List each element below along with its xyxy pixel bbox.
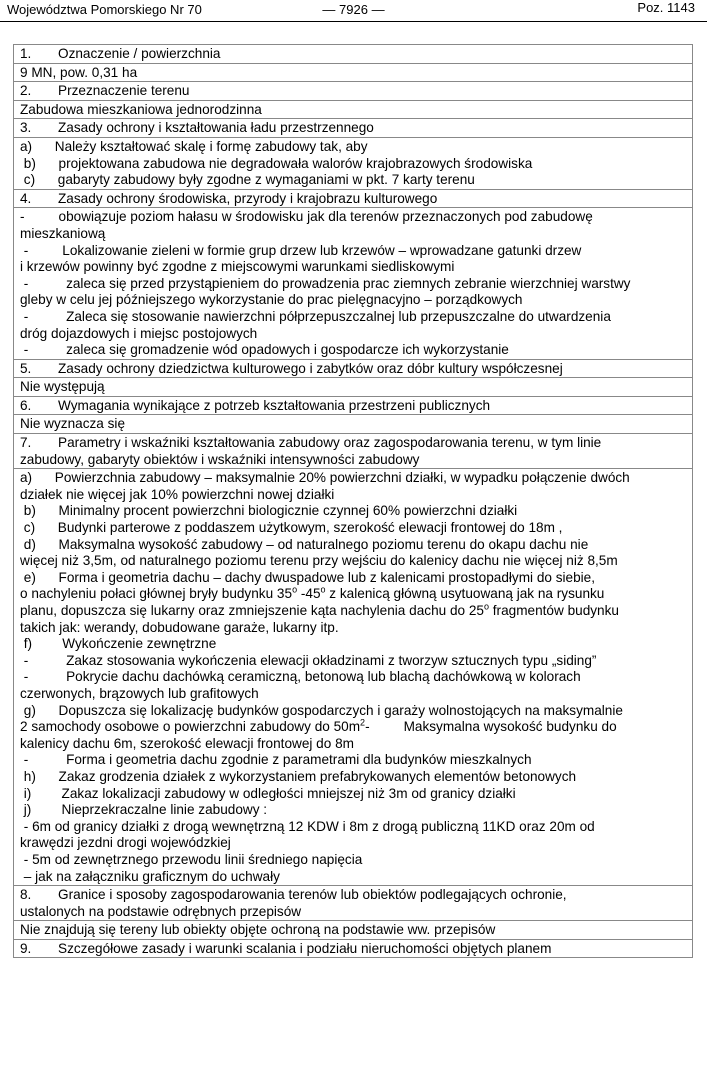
section-1-heading: 1. Oznaczenie / powierzchnia — [13, 45, 693, 64]
section-7-content: a) Powierzchnia zabudowy – maksymalnie 20% powierzchni działki, w wypadku połączenie dwóch działek nie więcej jak 10% powierzchni nowej działki b) Minimalny procent powierzchni biologicznie czynnej 60% powierzchni działki c) Budynki parterowe z poddaszem użytkowym, szerokość elewacji frontowej do 18m , d) Maksymalna wysokość zabudowy – od naturalnego poziomu terenu do okapu dachu nie więcej niż 3,5m, od naturalnego poziomu terenu przy wejściu do kalenicy dachu nie więcej niż 8,5m e) Forma i geometria dachu – dachy dwuspadowe lub z kalenicami prostopadłymi do siebie, o nachyleniu połaci głównej bryły budynku 35$^o$ -45$^o$ z kalenicą główną usytuowaną jak na rysunku planu, dopuszcza się lukarny oraz zmniejszenie kąta nachylenia dachu do 25$^o$ fragmentów budynku takich jak: werandy, dobudowane garaże, lukarny itp. f) Wykończenie zewnętrzne - Zakaz stosowania wykończenia elewacji okładzinami z tworzyw sztucznych typu „siding” - Pokrycie dachu dachówką ceramiczną, betonową lub blachą dachówkową w kolorach czerwonych, brązowych lub grafitowych g) Dopuszcza się lokalizację budynków gospodarczych i garaży wolnostojących na maksymalnie 2 samochody osobowe o powierzchni zabudowy do $50m^2-$ Maksymalna wysokość budynku do kalenicy dachu 6m, szerokość elewacji frontowej do 8m - Forma i geometria dachu zgodnie z parametrami dla budynków mieszkalnych h) Zakaz grodzenia działek z wykorzystaniem prefabrykowanych elementów betonowych i) Zakaz lokalizacji zabudowy w odległości mniejszej niż 3m od granicy działki j) Nieprzekraczalne linie zabudowy : - 6m od granicy działki z drogą wewnętrzną 12 KDW i 8m z drogą publiczną 11KD oraz 20m od krawędzi jezdni drogi wojewódzkiej - 5m od zewnętrznego przewodu linii średniego napięcia – jak na załączniku graficznym do uchwały — [13, 469, 693, 886]
terrain-card-table — [13, 44, 693, 958]
section-3-content: a) Należy kształtować skalę i formę zabudowy tak, aby b) projektowana zabudowa nie degradowała walorów krajobrazowych środowiska c) gabaryty zabudowy były zgodne z wymaganiami w pkt. 7 karty terenu — [13, 138, 693, 190]
section-6-content: Nie wyznacza się — [13, 415, 693, 434]
section-7-heading: 7. Parametry i wskaźniki kształtowania zabudowy oraz zagospodarowania terenu, w tym linie zabudowy, gabaryty obiektów i wskaźniki intensywności zabudowy — [13, 434, 693, 469]
section-6-heading: 6. Wymagania wynikające z potrzeb kształtowania przestrzeni publicznych — [13, 397, 693, 416]
section-5-heading: 5. Zasady ochrony dziedzictwa kulturowego i zabytków oraz dóbr kultury współczesnej — [13, 360, 693, 379]
section-4-heading: 4. Zasady ochrony środowiska, przyrody i krajobrazu kulturowego — [13, 190, 693, 209]
section-4-content: - obowiązuje poziom hałasu w środowisku jak dla terenów przeznaczonych pod zabudowę mieszkaniową - Lokalizowanie zieleni w formie grup drzew lub krzewów – wprowadzane gatunki drzew i krzewów powinny być zgodne z miejscowymi warunkami siedliskowymi - zaleca się przed przystąpieniem do prowadzenia prac ziemnych zebranie wierzchniej warstwy gleby w celu jej późniejszego wykorzystanie do prac pielęgnacyjno – porządkowych - Zaleca się stosowanie nawierzchni półprzepuszczalnej lub przepuszczalne do utwardzenia dróg dojazdowych i miejsc postojowych - zaleca się gromadzenie wód opadowych i gospodarcze ich wykorzystanie — [13, 208, 693, 359]
section-8-content: Nie znajdują się tereny lub obiekty objęte ochroną na podstawie ww. przepisów — [13, 921, 693, 940]
position-number: Poz. 1143 — [637, 0, 695, 15]
journal-title: Województwa Pomorskiego Nr 70 — [7, 2, 202, 17]
section-2-content: Zabudowa mieszkaniowa jednorodzinna — [13, 101, 693, 120]
section-9-heading: 9. Szczegółowe zasady i warunki scalania i podziału nieruchomości objętych planem — [13, 940, 693, 959]
garage-line: 2 samochody osobowe o powierzchni zabudowy do $50m^2-$ Maksymalna wysokość budynku do — [20, 717, 617, 735]
page-header — [0, 0, 707, 22]
section-1-content: 9 MN, pow. 0,31 ha — [13, 64, 693, 83]
section-8-heading: 8. Granice i sposoby zagospodarowania terenów lub obiektów podlegających ochronie, ustalonych na podstawie odrębnych przepisów — [13, 886, 693, 921]
page-number: — 7926 — — [322, 2, 385, 17]
section-2-heading: 2. Przeznaczenie terenu — [13, 82, 693, 101]
roof-angle-line-2: planu, dopuszcza się lukarny oraz zmniejszenie kąta nachylenia dachu do 25$^o$ fragmentów budynku — [20, 601, 619, 618]
section-5-content: Nie występują — [13, 378, 693, 397]
section-3-heading: 3. Zasady ochrony i kształtowania ładu przestrzennego — [13, 119, 693, 138]
roof-angle-line-1: o nachyleniu połaci głównej bryły budynku 35$^o$ -45$^o$ z kalenicą główną usytuowaną jak na rysunku — [20, 584, 605, 602]
